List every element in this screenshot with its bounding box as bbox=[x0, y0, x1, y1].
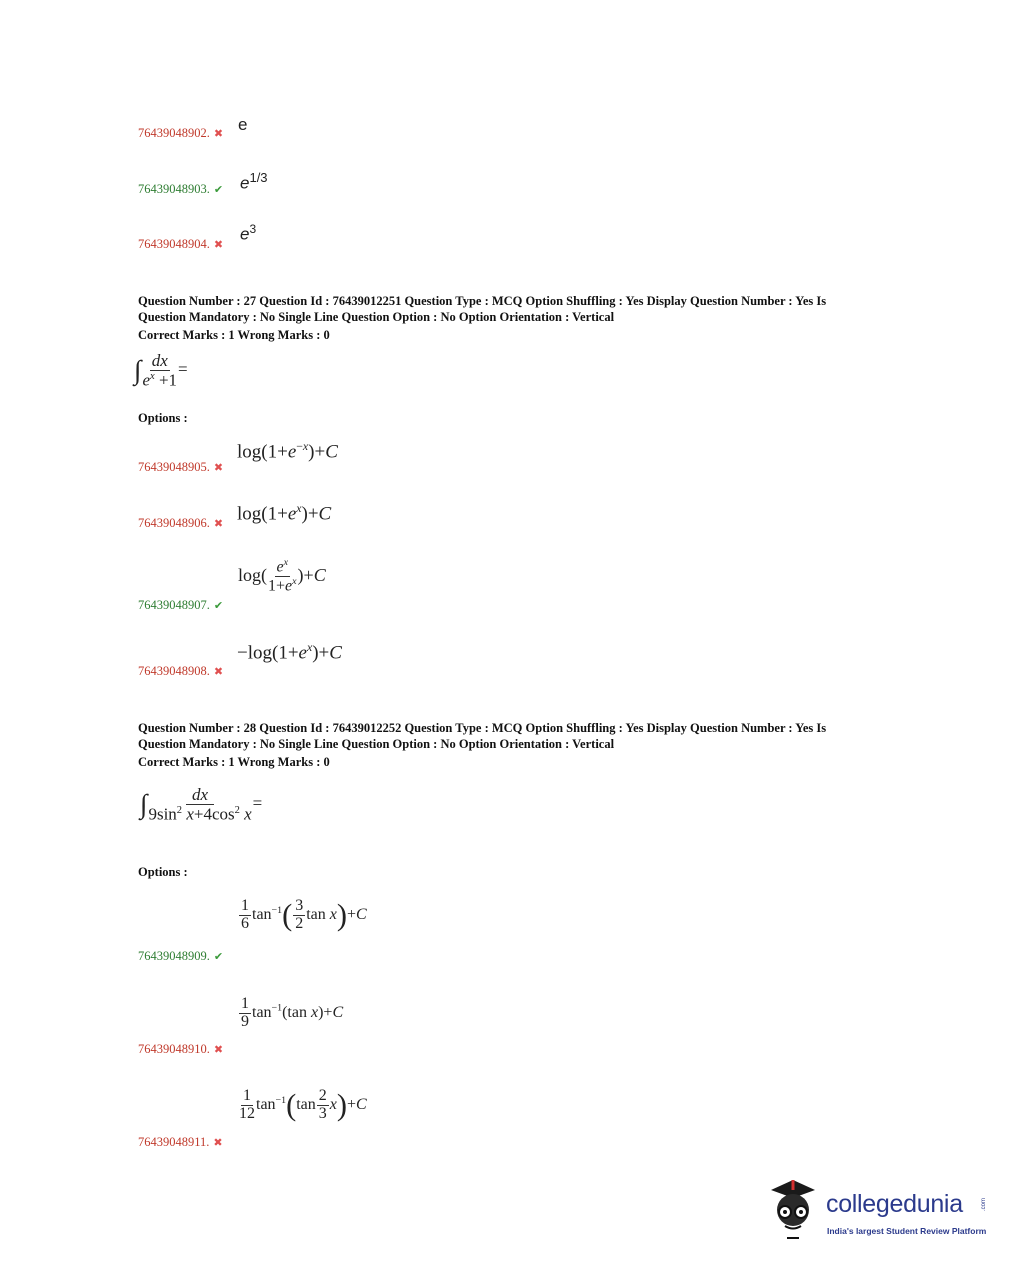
option-id: 76439048910. ✖ bbox=[138, 1042, 224, 1056]
option-id: 76439048905. ✖ bbox=[138, 460, 224, 474]
wrong-mark-icon: ✖ bbox=[213, 238, 224, 251]
wrong-mark-icon: ✖ bbox=[213, 665, 224, 678]
options-label: Options : bbox=[138, 865, 188, 879]
option-expression: $e^3$ bbox=[240, 222, 257, 244]
option-expression: $\log(1+e^{-x})+C$ bbox=[237, 440, 338, 463]
question-meta: Question Number : 27 Question Id : 76439012251 Question Type : MCQ Option Shuffling : Yes Display Question Number : Yes Is Question Mandatory : No Single Line Question Option : No Option Orientation : Vertical Correct Marks : 1 Wrong Marks : 0 bbox=[138, 294, 827, 342]
option-expression: $\frac{1}{9}$ $\tan^{-1}(\tan$ x)+C bbox=[241, 995, 344, 1030]
logo-wordmark: collegedunia bbox=[826, 1190, 963, 1218]
option-expression: $e^{1/3}$ bbox=[240, 170, 268, 193]
option-id: 76439048908. ✖ bbox=[138, 664, 224, 678]
option-expression: e bbox=[238, 115, 248, 134]
option-expression: log( $\frac{e^x}{1+e^x}$ )+C bbox=[238, 557, 326, 595]
option-id: 76439048911. ✖ bbox=[138, 1135, 223, 1149]
wrong-mark-icon: ✖ bbox=[213, 1136, 223, 1149]
option-id: 76439048907. ✔ bbox=[138, 598, 224, 612]
question-formula: ∫ $\frac{dx}{9\sin^2 x+4\cos^2 x}$ = bbox=[140, 785, 263, 824]
option-id: 76439048906. ✖ bbox=[138, 516, 224, 530]
check-mark-icon: ✔ bbox=[213, 950, 224, 963]
wrong-mark-icon: ✖ bbox=[213, 517, 224, 530]
option-expression: $-\log(1+e^x)+C$ bbox=[237, 641, 342, 664]
check-mark-icon: ✔ bbox=[213, 599, 224, 612]
logo-tagline: India's largest Student Review Platform bbox=[827, 1226, 987, 1236]
option-id: 76439048902. ✖ bbox=[138, 126, 224, 140]
wrong-mark-icon: ✖ bbox=[213, 127, 224, 140]
logo-suffix: .com bbox=[981, 1198, 987, 1212]
option-id: 76439048909. ✔ bbox=[138, 949, 224, 963]
question-meta: Question Number : 28 Question Id : 76439012252 Question Type : MCQ Option Shuffling : Yes Display Question Number : Yes Is Question Mandatory : No Single Line Question Option : No Option Orientation : Vertical Correct Marks : 1 Wrong Marks : 0 bbox=[138, 721, 827, 769]
option-expression: $\frac{1}{12}$ $\tan^{-1}(\tan$ $\frac{2}{3}$ x)+C bbox=[239, 1087, 367, 1122]
collegedunia-mascot-icon bbox=[765, 1176, 821, 1242]
option-expression: $\log(1+e^x)+C$ bbox=[237, 502, 332, 525]
option-id: 76439048904. ✖ bbox=[138, 237, 224, 251]
options-label: Options : bbox=[138, 411, 188, 425]
check-mark-icon: ✔ bbox=[213, 183, 224, 196]
wrong-mark-icon: ✖ bbox=[213, 461, 224, 474]
question-formula: ∫ $\frac{dx}{e^x +1}$ = bbox=[134, 351, 188, 390]
option-expression: $\frac{1}{6}$ $\tan^{-1}$( $\frac{3}{2}$ tan x)+C bbox=[241, 897, 367, 932]
option-id: 76439048903. ✔ bbox=[138, 182, 224, 196]
wrong-mark-icon: ✖ bbox=[213, 1043, 224, 1056]
